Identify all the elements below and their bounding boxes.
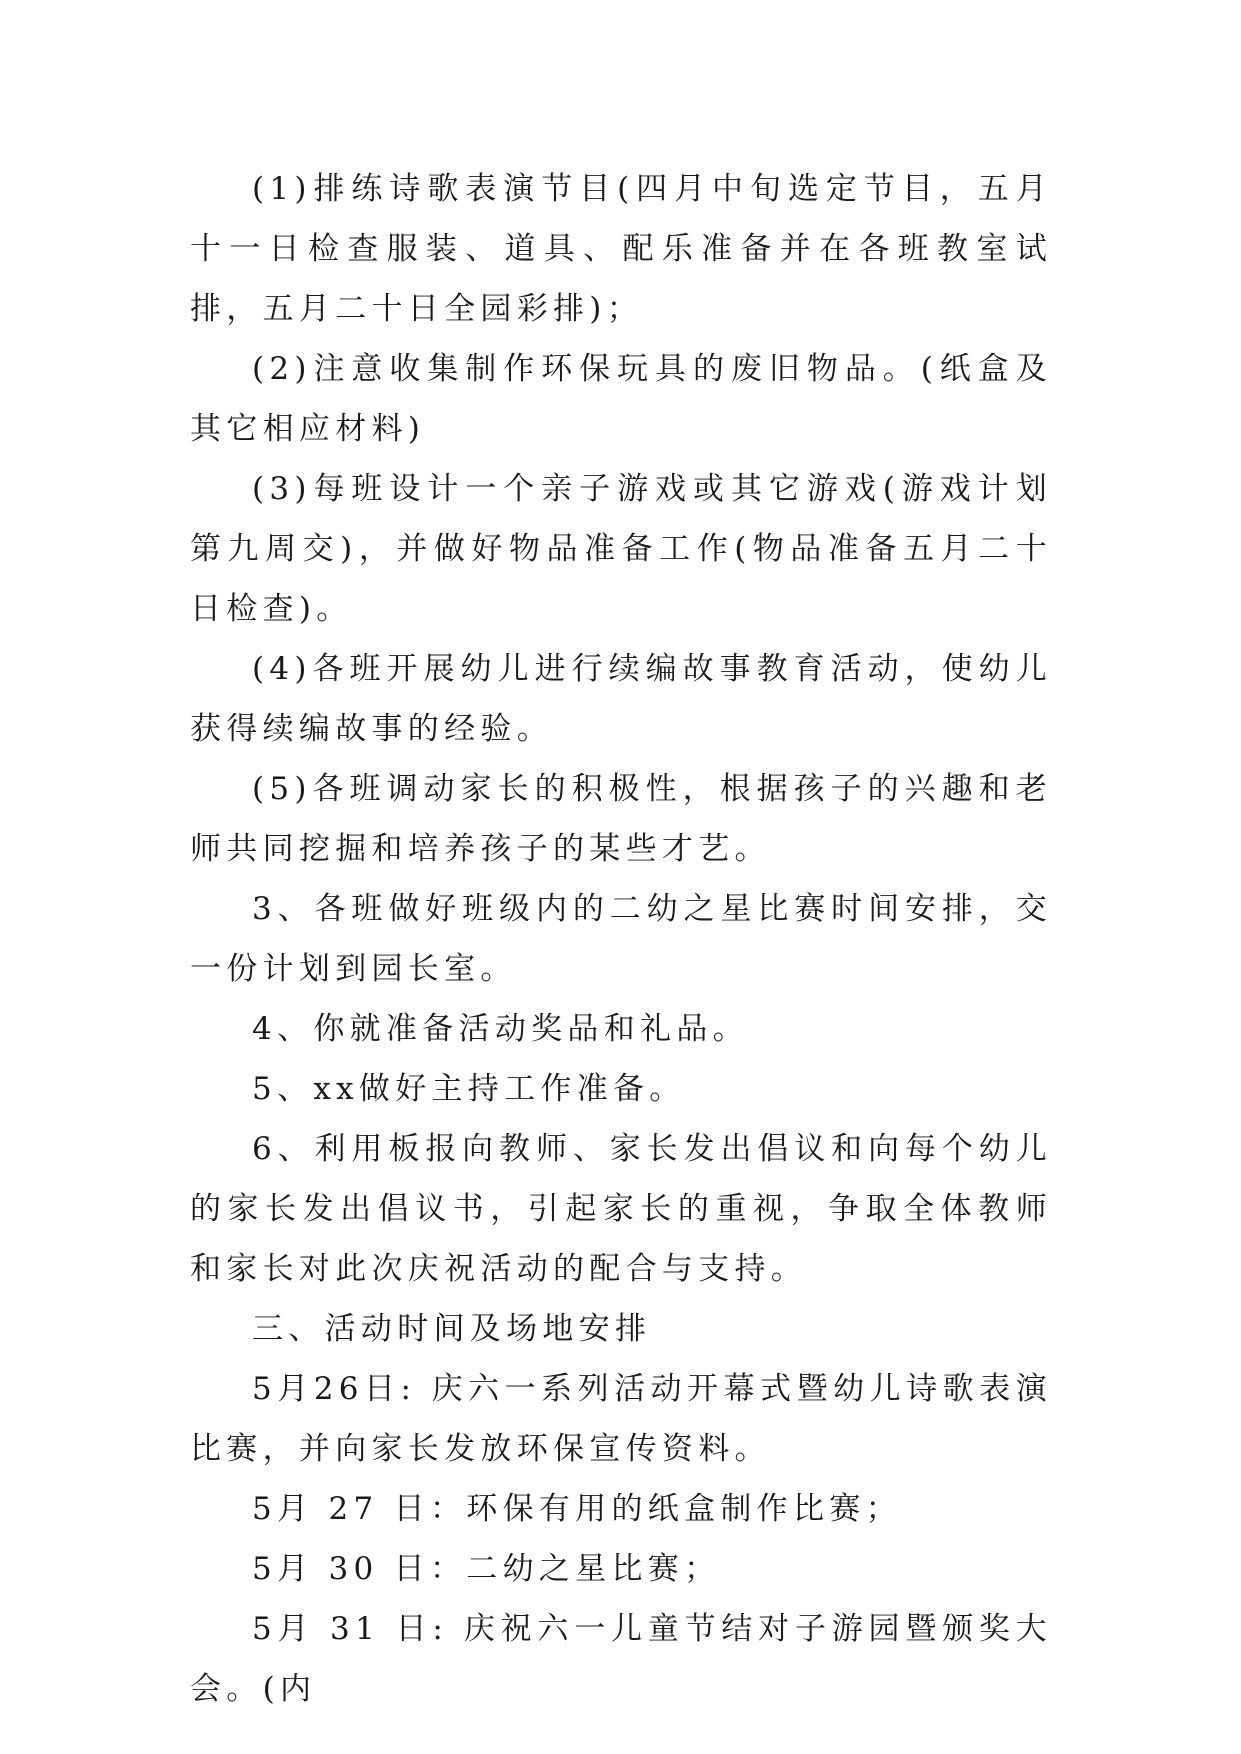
paragraph-point-5-host-preparation: 5、xx做好主持工作准备。 <box>252 1071 686 1107</box>
document-body <box>190 159 1052 1719</box>
section-heading-time-and-venue: 三、活动时间及场地安排 <box>252 1311 652 1347</box>
paragraph-item-3-parent-child-game: (3)每班设计一个亲子游戏或其它游戏(游戏计划第九周交)，并做好物品准备工作(物品准备五月二十日检查)。 <box>190 471 1052 627</box>
paragraph-point-3-star-contest-schedule: 3、各班做好班级内的二幼之星比赛时间安排，交一份计划到园长室。 <box>190 891 1052 987</box>
schedule-item-may-27: 5月 27 日：环保有用的纸盒制作比赛； <box>252 1491 902 1527</box>
schedule-item-may-31: 5月 31 日: 庆祝六一儿童节结对子游园暨颁奖大会。(内 <box>190 1611 1052 1707</box>
paragraph-item-4-story-activity: (4)各班开展幼儿进行续编故事教育活动，使幼儿获得续编故事的经验。 <box>190 651 1052 747</box>
schedule-item-may-30: 5月 30 日：二幼之星比赛； <box>252 1551 721 1587</box>
schedule-item-may-26: 5月26日: 庆六一系列活动开幕式暨幼儿诗歌表演比赛，并向家长发放环保宣传资料。 <box>190 1371 1052 1467</box>
paragraph-item-2-collect-materials: (2)注意收集制作环保玩具的废旧物品。(纸盒及其它相应材料) <box>190 351 1052 447</box>
paragraph-point-6-blackboard-proposal: 6、利用板报向教师、家长发出倡议和向每个幼儿的家长发出倡议书，引起家长的重视，争取全体教师和家长对此次庆祝活动的配合与支持。 <box>190 1131 1052 1287</box>
paragraph-item-1-rehearse-poetry: (1)排练诗歌表演节目(四月中旬选定节目，五月十一日检查服装、道具、配乐准备并在各班教室试排，五月二十日全园彩排)； <box>190 171 1052 327</box>
paragraph-item-5-parent-talents: (5)各班调动家长的积极性，根据孩子的兴趣和老师共同挖掘和培养孩子的某些才艺。 <box>190 771 1052 867</box>
paragraph-point-4-prizes: 4、你就准备活动奖品和礼品。 <box>252 1011 749 1047</box>
